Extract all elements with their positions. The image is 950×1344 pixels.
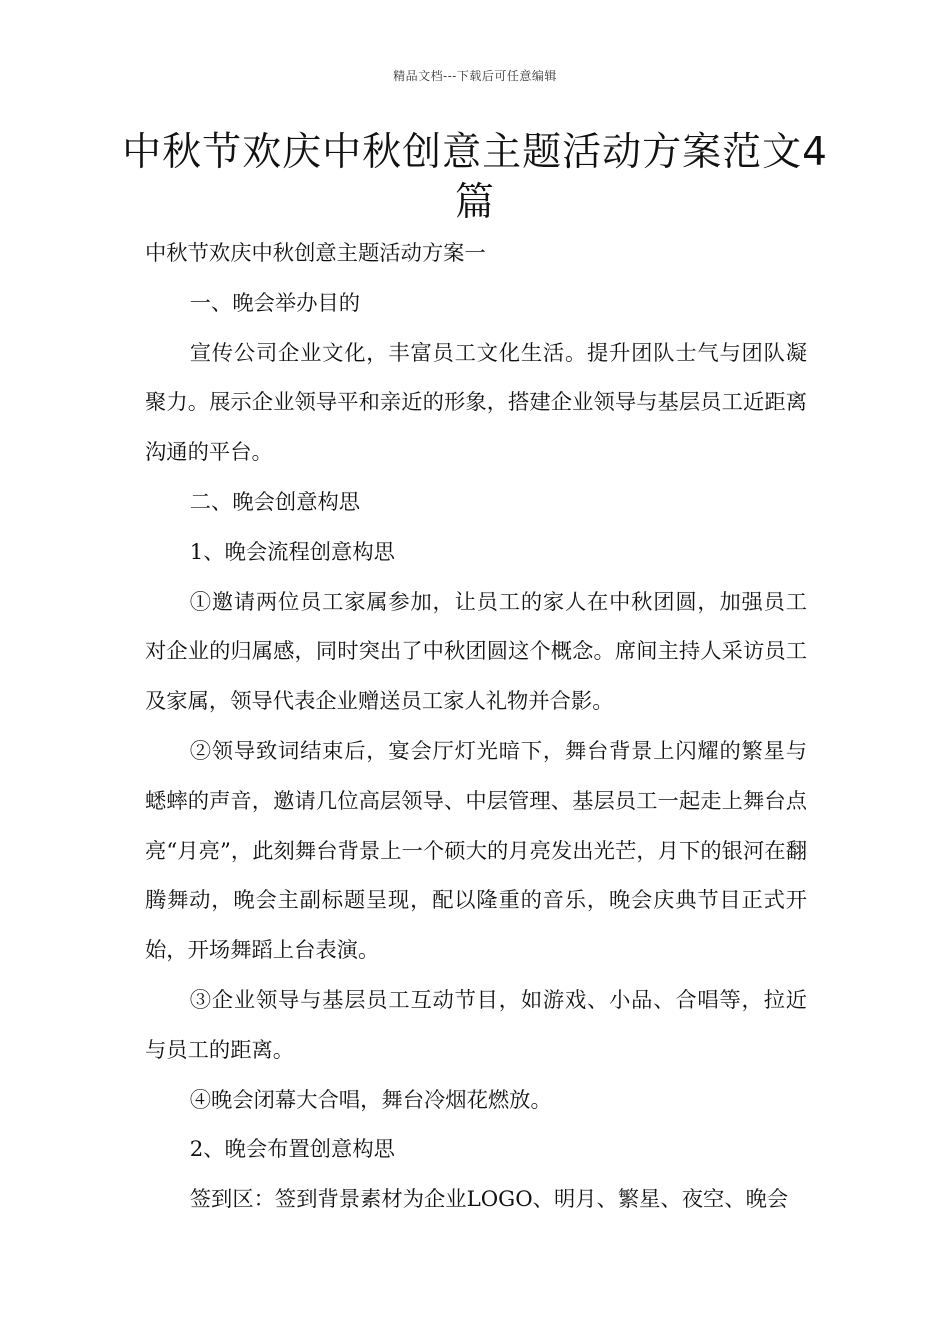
body-paragraph: ④晚会闭幕大合唱，舞台冷烟花燃放。 xyxy=(189,1087,552,1113)
subheading: 2、晚会布置创意构思 xyxy=(189,1137,395,1163)
body-paragraph: ③企业领导与基层员工互动节目，如游戏、小品、合唱等，拉近与员工的距离。 xyxy=(145,987,807,1063)
body-paragraph: 签到区：签到背景素材为企业LOGO、明月、繁星、夜空、晚会 xyxy=(189,1187,789,1213)
body-paragraph: ②领导致词结束后，宴会厅灯光暗下，舞台背景上闪耀的繁星与蟋蟀的声音，邀请几位高层领导、中层管理、基层员工一起走上舞台点亮“月亮”，此刻舞台背景上一个硕大的月亮发出光芒，月下的银河在翻腾舞动，晚会主副标题呈现，配以隆重的音乐，晚会庆典节目正式开始，开场舞蹈上台表演。 xyxy=(145,738,807,964)
section-heading: 中秋节欢庆中秋创意主题活动方案一 xyxy=(145,241,486,266)
subheading: 一、晚会举办目的 xyxy=(189,290,361,316)
body-paragraph: 宣传公司企业文化，丰富员工文化生活。提升团队士气与团队凝聚力。展示企业领导平和亲近的形象，搭建企业领导与基层员工近距离沟通的平台。 xyxy=(145,340,807,466)
subheading: 1、晚会流程创意构思 xyxy=(189,539,395,565)
subheading: 二、晚会创意构思 xyxy=(189,489,361,515)
document-body xyxy=(145,229,807,1225)
document-title: 中秋节欢庆中秋创意主题活动方案范文4篇 xyxy=(122,130,828,225)
running-header: 精品文档---下载后可任意编辑 xyxy=(393,69,557,83)
body-paragraph: ①邀请两位员工家属参加，让员工的家人在中秋团圆，加强员工对企业的归属感，同时突出了中秋团圆这个概念。席间主持人采访员工及家属，领导代表企业赠送员工家人礼物并合影。 xyxy=(145,589,807,715)
